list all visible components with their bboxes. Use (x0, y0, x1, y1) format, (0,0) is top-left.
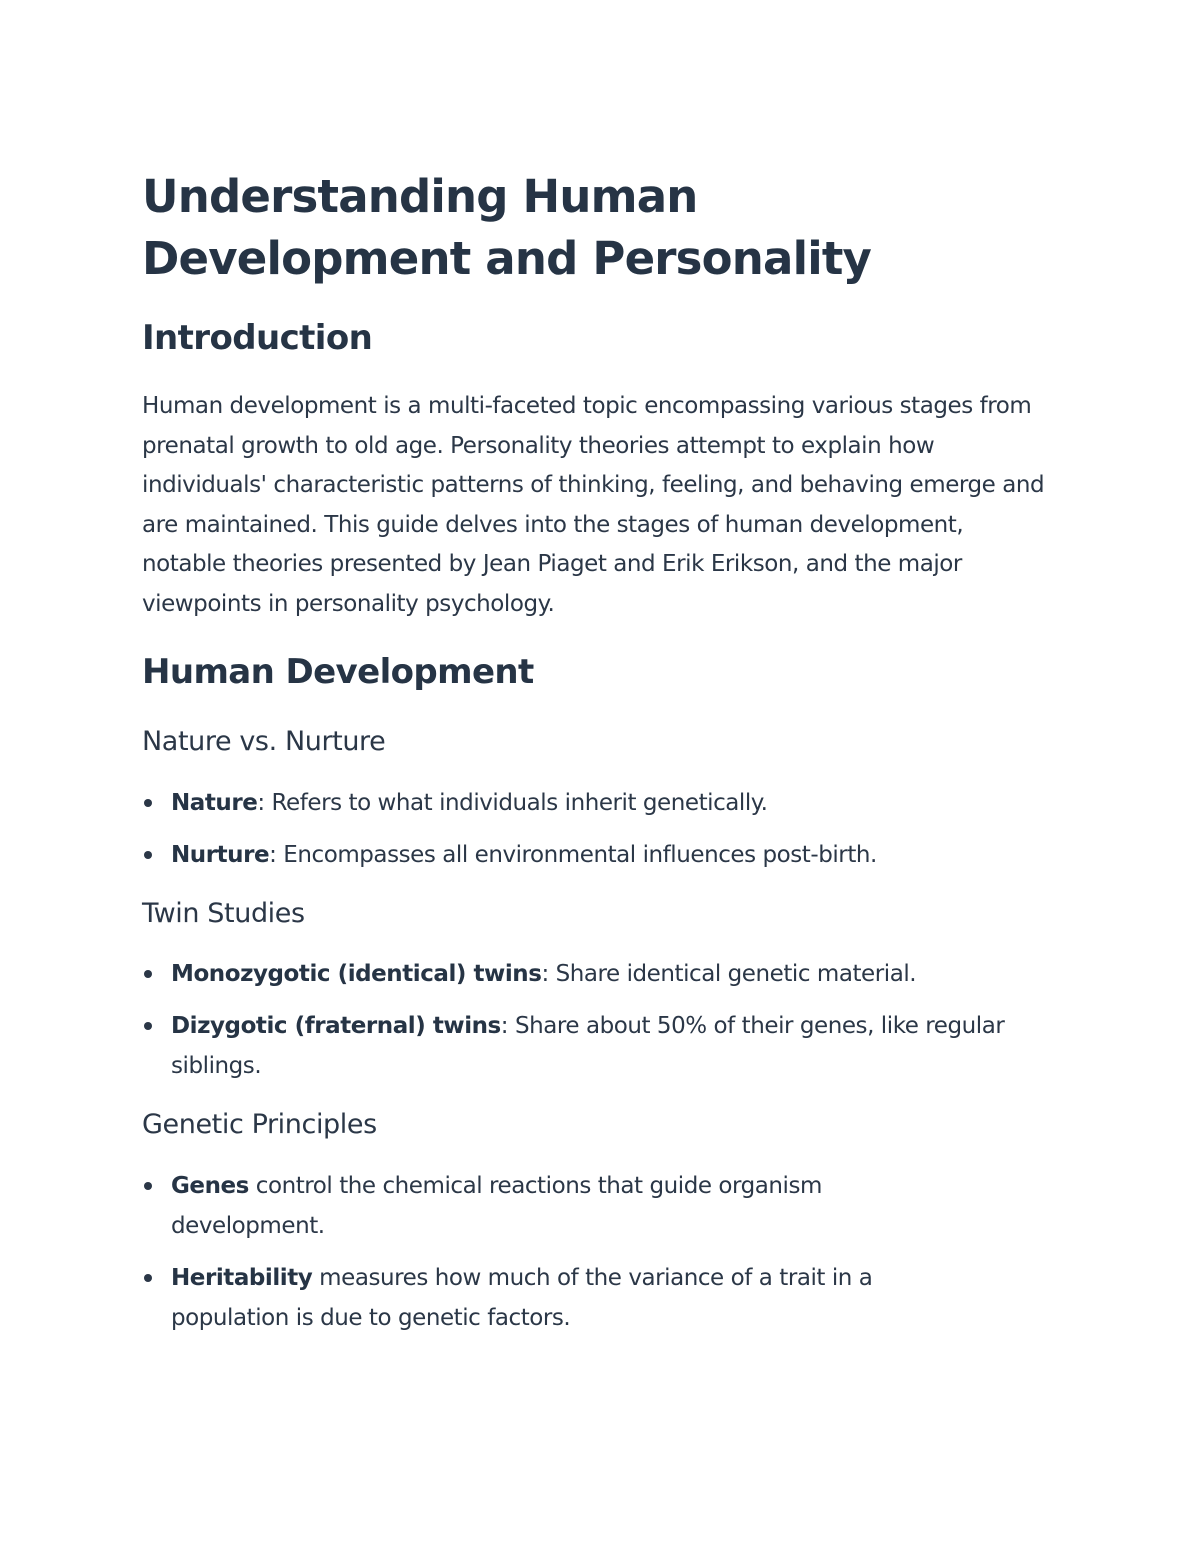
twin-studies-list (142, 954, 1062, 1098)
bullet-icon (144, 1022, 152, 1030)
list-item (142, 1166, 942, 1246)
list-item-term: Genes (171, 1173, 249, 1199)
list-item-term: Nurture (171, 842, 270, 868)
list-item-text: : Encompasses all environmental influences post-birth. (269, 842, 877, 868)
list-item-text: : Share identical genetic material. (541, 961, 917, 987)
list-item-term: Dizygotic (fraternal) twins (171, 1013, 501, 1039)
bullet-icon (144, 970, 152, 978)
introduction-paragraph: Human development is a multi-faceted topic encompassing various stages from prenatal growth to old age. Personality theories attempt to explain how individuals' characteristic patterns of thinking, feeling, and behaving emerge and are maintained. This guide delves into the stages of human development, notable theories presented by Jean Piaget and Erik Erikson, and the major viewpoints in personality psychology. (142, 393, 1045, 617)
human-development-heading: Human Development (142, 652, 534, 692)
list-item (142, 835, 1062, 875)
genetic-principles-list (142, 1166, 942, 1350)
list-item-text: : Share about 50% of their genes, like regular siblings. (171, 1013, 1005, 1079)
list-item-text: control the chemical reactions that guide organism development. (171, 1173, 822, 1239)
nature-vs-nurture-heading: Nature vs. Nurture (142, 726, 386, 757)
bullet-icon (144, 799, 152, 807)
list-item (142, 1006, 1062, 1086)
list-item (142, 954, 1062, 994)
list-item-text: measures how much of the variance of a trait in a population is due to genetic factors. (171, 1265, 873, 1331)
bullet-icon (144, 1182, 152, 1190)
genetic-principles-heading: Genetic Principles (142, 1109, 377, 1140)
list-item (142, 1258, 942, 1338)
document-title: Understanding Human Development and Personality (142, 170, 872, 285)
twin-studies-heading: Twin Studies (142, 898, 305, 929)
bullet-icon (144, 1274, 152, 1282)
list-item-term: Nature (171, 790, 258, 816)
introduction-heading: Introduction (142, 318, 373, 358)
bullet-icon (144, 851, 152, 859)
list-item-text: : Refers to what individuals inherit genetically. (257, 790, 768, 816)
list-item-term: Monozygotic (identical) twins (171, 961, 542, 987)
list-item-term: Heritability (171, 1265, 313, 1291)
list-item (142, 783, 1062, 823)
nature-vs-nurture-list (142, 783, 1062, 887)
